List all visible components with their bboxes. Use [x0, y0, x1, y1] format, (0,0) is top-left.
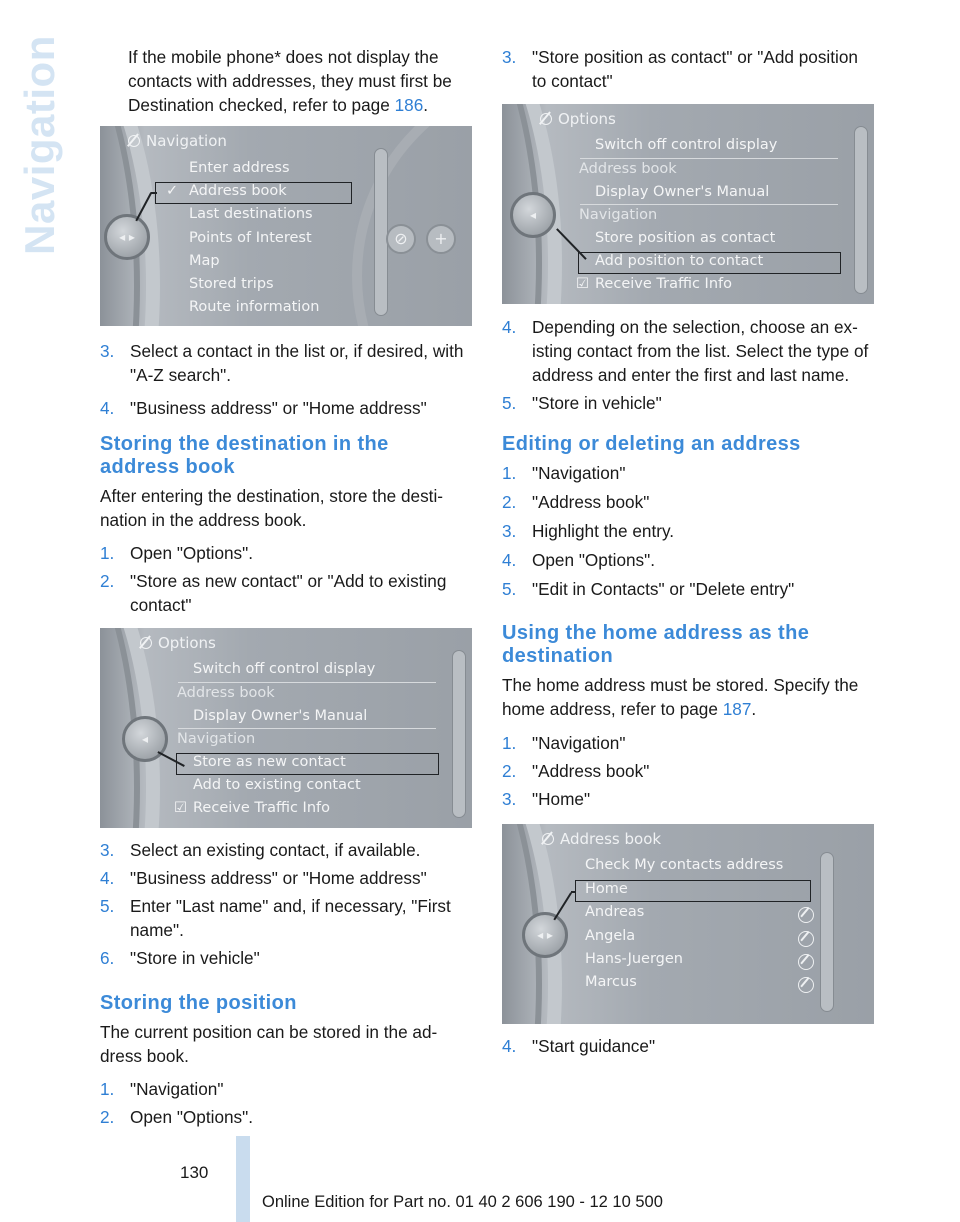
- step-number: 4.: [100, 868, 115, 888]
- controller-knob-icon: ◂ ▸: [104, 214, 150, 260]
- screenshot-address-book: [502, 824, 874, 1024]
- menu-item-route-information[interactable]: Route information: [189, 299, 320, 315]
- screen-header: [128, 130, 227, 152]
- section-heading: Storing the destination in the address book: [100, 433, 389, 478]
- step-number: 4.: [502, 550, 517, 570]
- list-item: [502, 461, 874, 485]
- step-text: "Address book": [532, 761, 650, 781]
- screen-title: Options: [558, 110, 616, 128]
- chapter-title: Navigation: [16, 35, 63, 255]
- entry-marcus[interactable]: Marcus: [585, 974, 637, 990]
- map-zoom-icon: ⊘: [386, 224, 416, 254]
- step-text: "Navigation": [130, 1079, 224, 1099]
- list-item: [100, 396, 472, 420]
- option-store-position-as-contact[interactable]: Store position as contact: [595, 230, 776, 246]
- footer-accent-bar: [236, 1136, 250, 1222]
- list-item: [502, 45, 874, 93]
- option-group-navigation: Navigation: [579, 207, 658, 223]
- list-item: [502, 490, 874, 514]
- entry-angela[interactable]: Angela: [585, 928, 636, 944]
- page-ref-186[interactable]: 186: [394, 95, 424, 115]
- step-text: Select a contact in the list or, if desired, with "A-Z search".: [130, 341, 464, 385]
- steps-list-a: [100, 339, 472, 420]
- step-text: "Store as new contact" or "Add to existing contact": [130, 571, 447, 615]
- option-add-to-existing-contact[interactable]: Add to existing contact: [193, 777, 361, 793]
- step-text: "Store in vehicle": [130, 948, 260, 968]
- traffic-check-icon: ☑: [174, 800, 187, 816]
- step-text: "Store in vehicle": [532, 393, 662, 413]
- list-item: [502, 548, 874, 572]
- address-book-header-icon: [542, 833, 554, 845]
- section-heading: Using the home address as the destination: [502, 622, 810, 667]
- list-item: [100, 838, 472, 862]
- screen-header: [542, 828, 661, 850]
- step-number: 6.: [100, 948, 115, 968]
- step-text: "Business address" or "Home address": [130, 398, 427, 418]
- traffic-check-icon: ☑: [576, 276, 589, 292]
- list-item: [100, 894, 472, 942]
- paragraph-text: The home address must be stored. Specify the home address, refer to page: [502, 675, 859, 719]
- step-number: 2.: [502, 492, 517, 512]
- menu-item-stored-trips[interactable]: Stored trips: [189, 276, 274, 292]
- step-number: 3.: [502, 47, 517, 67]
- divider: [178, 728, 436, 729]
- list-item: [100, 1105, 472, 1129]
- intro-paragraph: If the mobile phone* does not display the contacts with addresses, they must first be Destination checked, refer to page 186.: [128, 47, 452, 115]
- entry-home[interactable]: Home: [585, 881, 628, 897]
- scrollbar: [820, 852, 834, 1012]
- screen-title: Address book: [560, 830, 662, 848]
- section-heading: Editing or deleting an address: [502, 433, 801, 455]
- list-item: [502, 759, 874, 783]
- check-icon: ✓: [166, 183, 179, 199]
- step-text: "Navigation": [532, 733, 626, 753]
- step-text: "Store position as contact" or "Add position to contact": [532, 47, 858, 91]
- option-display-owners-manual[interactable]: Display Owner's Manual: [595, 184, 770, 200]
- steps-list-b: [502, 315, 874, 415]
- list-item: [502, 731, 874, 755]
- list-item: [502, 519, 874, 543]
- option-switch-off-display[interactable]: Switch off control display: [193, 661, 376, 677]
- list-item: [100, 339, 472, 387]
- menu-item-address-book[interactable]: Address book: [189, 183, 287, 199]
- step-number: 3.: [502, 521, 517, 541]
- steps-list-c: [100, 838, 472, 970]
- menu-item-map[interactable]: Map: [189, 253, 220, 269]
- list-item: [502, 315, 874, 387]
- scrollbar: [452, 650, 466, 818]
- navigate-icon[interactable]: [798, 931, 814, 947]
- list-item: [502, 577, 874, 601]
- steps-list-d: [100, 1077, 472, 1129]
- option-group-address-book: Address book: [579, 161, 677, 177]
- steps-list-c: [502, 461, 874, 601]
- plus-icon: +: [426, 224, 456, 254]
- controller-knob-icon: ◂: [122, 716, 168, 762]
- entry-hans-juergen[interactable]: Hans-Juergen: [585, 951, 683, 967]
- chapter-side-tab: [16, 35, 63, 255]
- step-text: Open "Options".: [532, 550, 656, 570]
- divider: [178, 682, 436, 683]
- step-text: "Start guidance": [532, 1036, 656, 1056]
- list-item: [502, 787, 874, 811]
- step-number: 3.: [100, 840, 115, 860]
- step-text: "Edit in Contacts" or "Delete entry": [532, 579, 795, 599]
- step-number: 4.: [100, 398, 115, 418]
- step-text: "Home": [532, 789, 591, 809]
- menu-item-enter-address[interactable]: Enter address: [189, 160, 290, 176]
- scrollbar: [854, 126, 868, 294]
- scrollbar: [374, 148, 388, 316]
- step-number: 4.: [502, 1036, 517, 1056]
- step-number: 1.: [100, 543, 115, 563]
- step-number: 2.: [502, 761, 517, 781]
- step-text: "Business address" or "Home address": [130, 868, 427, 888]
- footer-edition-text: Online Edition for Part no. 01 40 2 606 190 - 12 10 500: [262, 1193, 663, 1211]
- menu-item-points-of-interest[interactable]: Points of Interest: [189, 230, 312, 246]
- controller-knob-icon: ◂: [510, 192, 556, 238]
- screenshot-options-menu: [100, 628, 472, 828]
- step-text: "Address book": [532, 492, 650, 512]
- screenshot-navigation-menu: [100, 126, 472, 326]
- options-header-icon: [540, 113, 552, 125]
- step-number: 4.: [502, 317, 517, 337]
- option-add-position-to-contact[interactable]: Add position to contact: [595, 253, 764, 269]
- list-item: [100, 866, 472, 890]
- screen-title: Navigation: [146, 132, 227, 150]
- option-group-navigation: Navigation: [177, 731, 256, 747]
- section-paragraph: The home address must be stored. Specify the home address, refer to page 187.: [502, 675, 859, 719]
- step-number: 5.: [502, 393, 517, 413]
- list-item: [502, 1034, 874, 1058]
- nav-header-icon: [128, 135, 140, 147]
- step-number: 3.: [502, 789, 517, 809]
- section-paragraph: The current position can be stored in the ad- dress book.: [100, 1022, 438, 1066]
- step-text: Open "Options".: [130, 543, 254, 563]
- option-switch-off-display[interactable]: Switch off control display: [595, 137, 778, 153]
- pointer-line: [571, 891, 576, 893]
- list-item: [100, 541, 472, 565]
- step-number: 2.: [100, 1107, 115, 1127]
- option-display-owners-manual[interactable]: Display Owner's Manual: [193, 708, 368, 724]
- option-receive-traffic-info[interactable]: Receive Traffic Info: [193, 800, 330, 816]
- navigate-icon[interactable]: [798, 907, 814, 923]
- options-header-icon: [140, 637, 152, 649]
- screen-title: Options: [158, 634, 216, 652]
- screenshot-options-position: [502, 104, 874, 304]
- option-store-as-new-contact[interactable]: Store as new contact: [193, 754, 346, 770]
- steps-list-e: [502, 1034, 874, 1058]
- step-text: Enter "Last name" and, if necessary, "First name".: [130, 896, 451, 940]
- step-number: 1.: [100, 1079, 115, 1099]
- option-group-address-book: Address book: [177, 685, 275, 701]
- entry-check-my-contacts[interactable]: Check My contacts address: [585, 857, 784, 873]
- step-text: Depending on the selection, choose an ex- isting contact from the list. Select the type of address and enter the first and last name.: [532, 317, 869, 385]
- pointer-line: [151, 192, 157, 194]
- step-number: 5.: [100, 896, 115, 916]
- screen-header: [140, 632, 216, 654]
- controller-knob-icon: ◂ ▸: [522, 912, 568, 958]
- list-item: [100, 946, 472, 970]
- steps-list-b: [100, 541, 472, 617]
- step-number: 5.: [502, 579, 517, 599]
- list-item: [502, 391, 874, 415]
- step-number: 1.: [502, 463, 517, 483]
- step-text: "Navigation": [532, 463, 626, 483]
- steps-list-a: [502, 45, 874, 93]
- intro-text: If the mobile phone* does not display the contacts with addresses, they must first be Destination checked, refer to page: [128, 47, 452, 115]
- step-text: Highlight the entry.: [532, 521, 675, 541]
- step-number: 1.: [502, 733, 517, 753]
- section-paragraph: After entering the destination, store the desti- nation in the address book.: [100, 486, 443, 530]
- step-text: Select an existing contact, if available.: [130, 840, 421, 860]
- step-text: Open "Options".: [130, 1107, 254, 1127]
- divider: [580, 158, 838, 159]
- navigate-icon[interactable]: [798, 954, 814, 970]
- list-item: [100, 569, 472, 617]
- page-ref-187[interactable]: 187: [722, 699, 752, 719]
- menu-item-last-destinations[interactable]: Last destinations: [189, 206, 313, 222]
- navigate-icon[interactable]: [798, 977, 814, 993]
- option-receive-traffic-info[interactable]: Receive Traffic Info: [595, 276, 732, 292]
- divider: [580, 204, 838, 205]
- entry-andreas[interactable]: Andreas: [585, 904, 645, 920]
- steps-list-d: [502, 731, 874, 811]
- step-number: 3.: [100, 341, 115, 361]
- section-heading: Storing the position: [100, 992, 297, 1014]
- step-number: 2.: [100, 571, 115, 591]
- screen-header: [540, 108, 616, 130]
- list-item: [100, 1077, 472, 1101]
- page-number: 130: [180, 1163, 209, 1182]
